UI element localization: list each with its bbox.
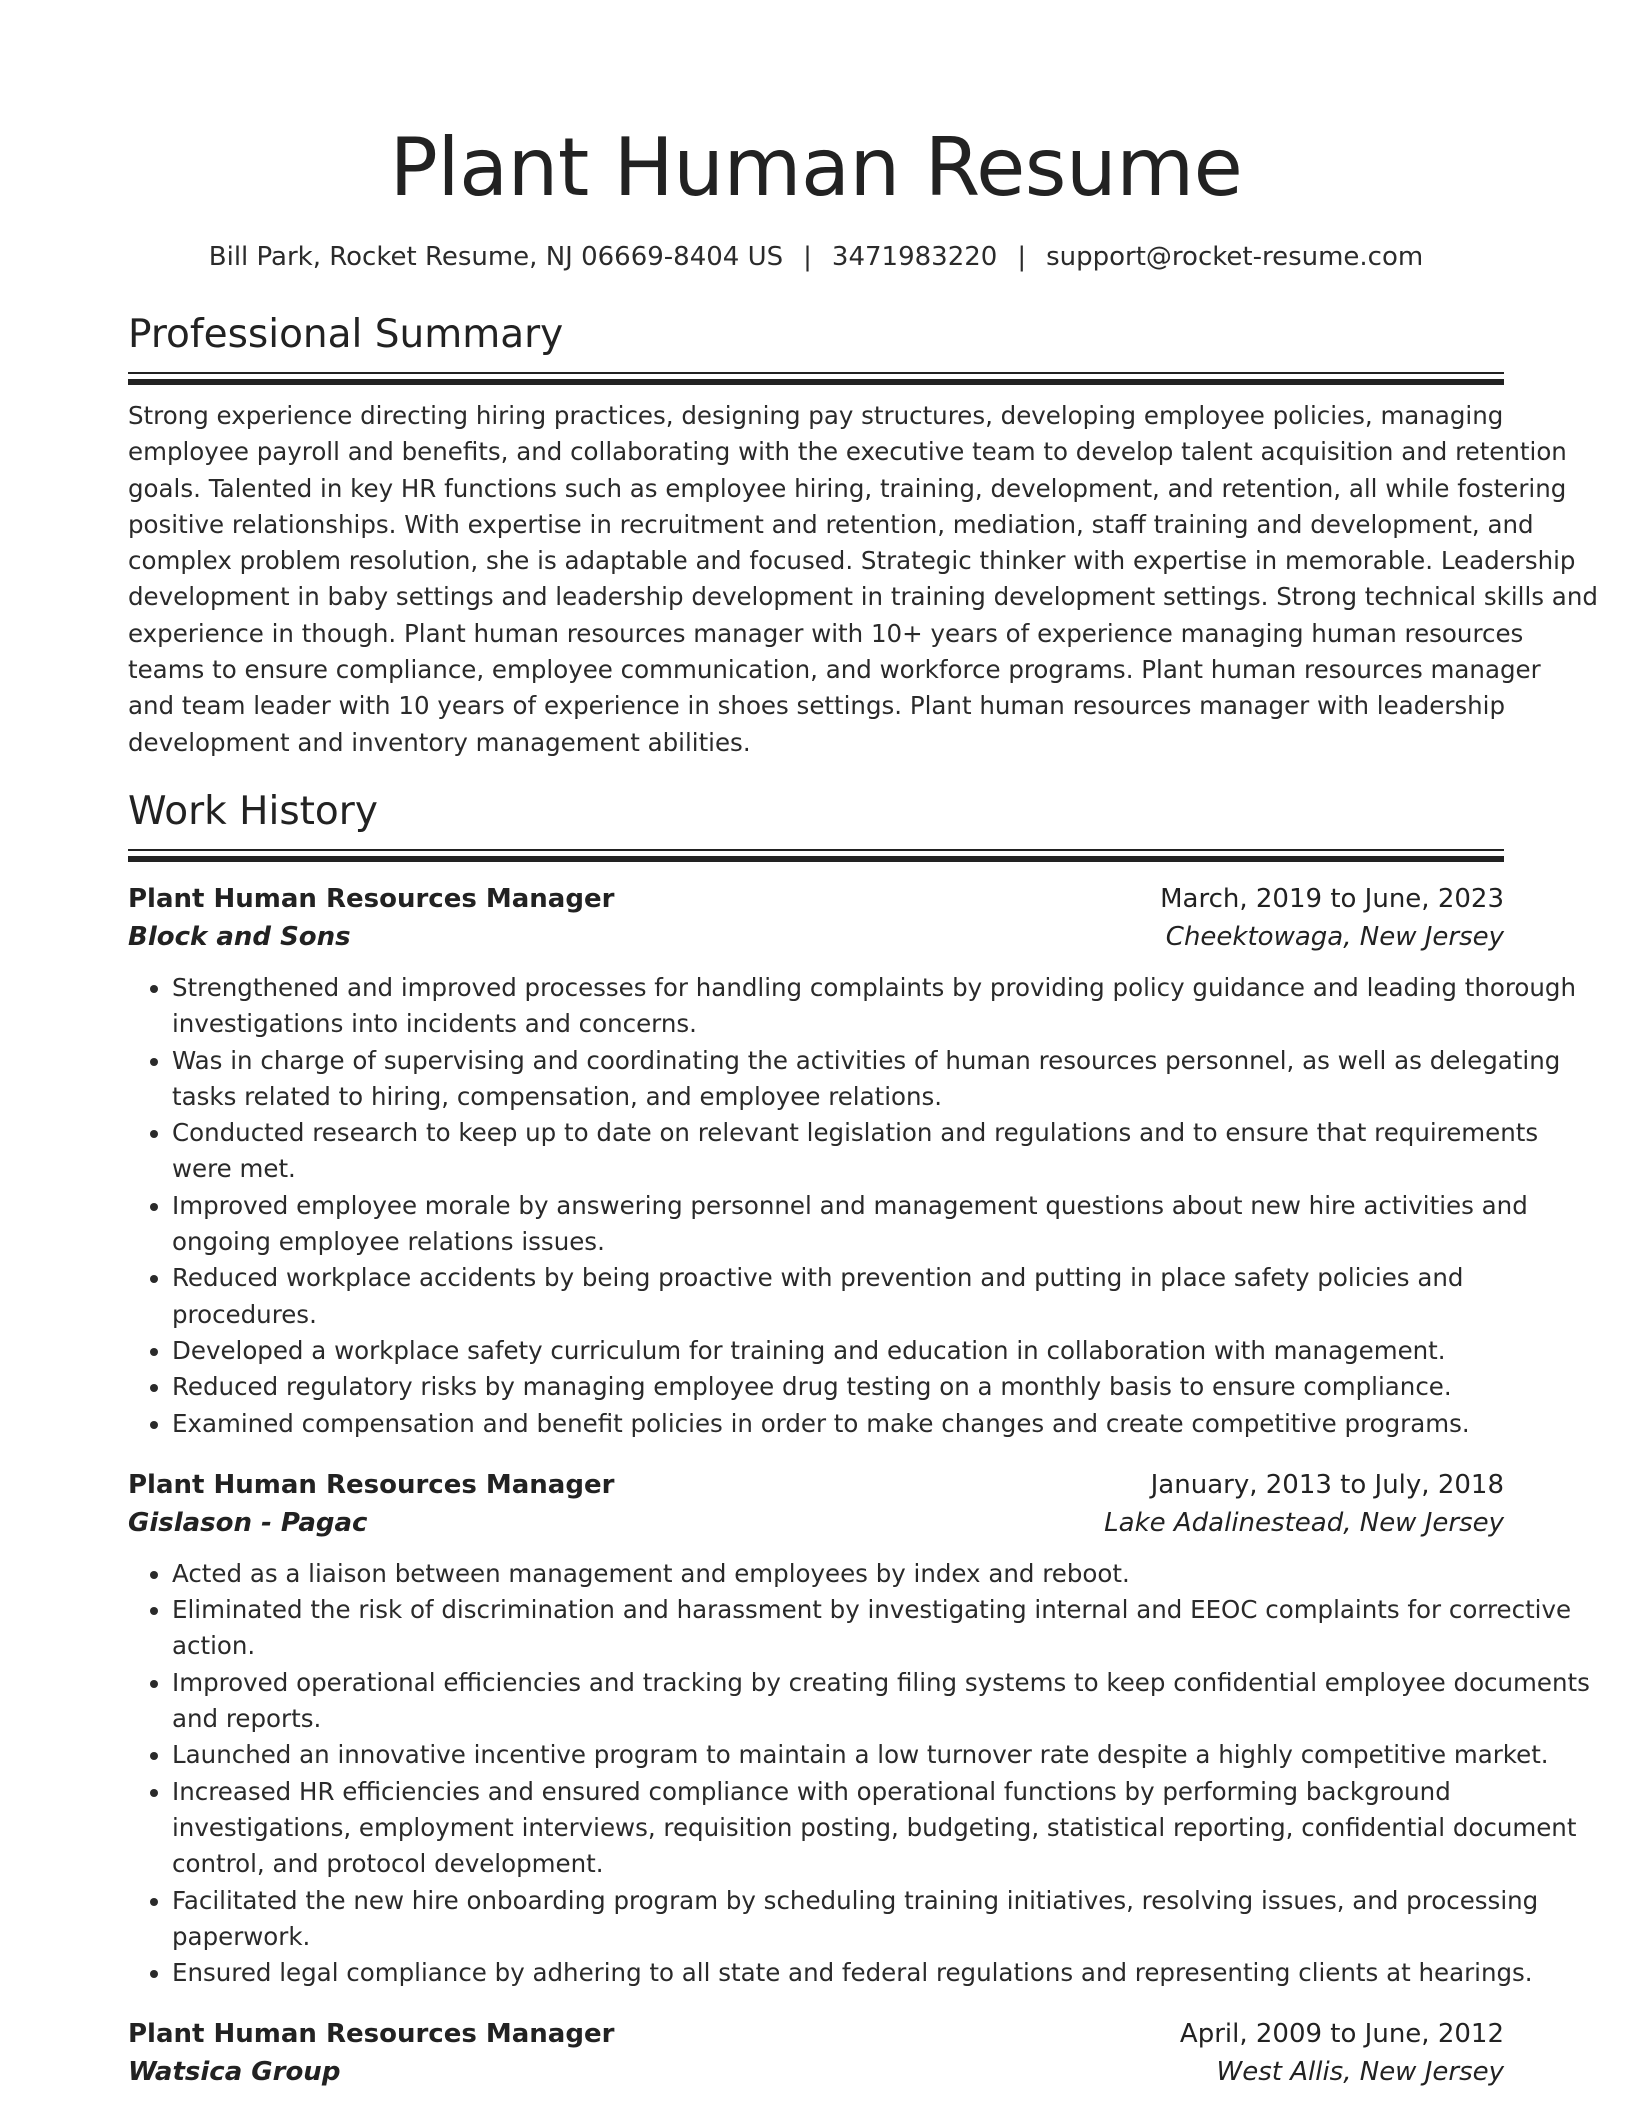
job-bullet-line: and reports. [172,1704,322,1734]
job-title: Plant Human Resources Manager [128,2019,615,2050]
job-bullet-list [128,1556,1590,1992]
job-title: Plant Human Resources Manager [128,883,615,914]
job-bullet-line: • Improved operational efficiencies and tracking by creating filing systems to keep confidential employee documents [172,1667,1590,1697]
job-bullet [172,1556,1504,1592]
job-bullet-line: investigations into incidents and concerns. [172,1009,697,1039]
contact-email: support@rocket-resume.com [1046,242,1424,272]
job-bullet-line: • Conducted research to keep up to date on relevant legislation and regulations and to ensure that requirements [172,1118,1539,1148]
job-bullet-line: • Acted as a liaison between management and employees by index and reboot. [172,1558,1130,1588]
summary-line: experience in though. Plant human resources manager with 10+ years of experience managing human resources [128,618,1524,648]
job-bullet-line: control, and protocol development. [172,1849,604,1879]
job-bullet [172,1592,1572,1665]
job-dates: April, 2009 to June, 2012 [1179,2019,1504,2050]
job-company-row [128,918,1504,956]
job-bullet-line: • Reduced regulatory risks by managing employee drug testing on a monthly basis to ensure compliance. [172,1372,1452,1402]
job-bullet [172,1406,1504,1442]
job-company-row [128,2053,1504,2091]
job-bullet-line: • Improved employee morale by answering personnel and management questions about new hire activities and [172,1190,1528,1220]
job-location: West Allis, New Jersey [1216,2057,1504,2088]
job-company: Gislason - Pagac [128,1507,368,1538]
job-bullet [172,1774,1577,1883]
job-location: Cheektowaga, New Jersey [1165,921,1504,952]
job-company-row [128,1504,1504,1542]
job-bullet-line: • Eliminated the risk of discrimination and harassment by investigating internal and EEOC complaints for corrective [172,1595,1572,1625]
section-divider [128,379,1504,385]
job-bullet-line: ongoing employee relations issues. [172,1227,605,1257]
contact-phone: 3471983220 [831,242,998,272]
job-bullet-line: • Was in charge of supervising and coordinating the activities of human resources personnel, as well as delegating [172,1045,1561,1075]
job-bullet-line: tasks related to hiring, compensation, and employee relations. [172,1081,943,1111]
job-bullet [172,1955,1533,1991]
job-bullet-line: paperwork. [172,1921,311,1951]
job-bullet [172,1369,1504,1405]
job-bullet-line: • Examined compensation and benefit policies in order to make changes and create competitive programs. [172,1408,1470,1438]
summary-line: employee payroll and benefits, and collaborating with the executive team to develop talent acquisition and retention [128,437,1567,467]
job-bullet-line: investigations, employment interviews, requisition posting, budgeting, statistical reporting, confidential document [172,1812,1577,1842]
summary-line: development and inventory management abilities. [128,727,751,757]
summary-text [128,398,1598,761]
section-title-work-history: Work History [128,788,378,834]
job-entry [128,880,1577,1442]
job-company: Block and Sons [128,921,351,952]
contact-line [128,240,1504,274]
job-title: Plant Human Resources Manager [128,1469,615,1500]
job-bullet [172,1115,1539,1188]
contact-separator: | [803,242,812,272]
job-bullet [172,1883,1539,1956]
job-bullet [172,1737,1549,1773]
job-bullet-line: • Launched an innovative incentive program to maintain a low turnover rate despite a highly competitive market. [172,1740,1549,1770]
job-bullet-line: • Strengthened and improved processes for handling complaints by providing policy guidance and leading thorough [172,972,1577,1002]
work-history-list [128,880,1590,2091]
section-divider [128,849,1504,851]
job-bullet [172,1188,1528,1261]
summary-line: complex problem resolution, she is adaptable and focused. Strategic thinker with expertise in memorable. Leadership [128,546,1576,576]
job-bullet-line: • Increased HR efficiencies and ensured compliance with operational functions by performing background [172,1776,1451,1806]
job-location: Lake Adalinestead, New Jersey [1104,1507,1504,1538]
job-dates: March, 2019 to June, 2023 [1160,883,1504,914]
job-bullet [172,1665,1590,1738]
resume-name: Plant Human Resume [389,121,1243,214]
job-bullet-line: were met. [172,1154,296,1184]
summary-line: and team leader with 10 years of experience in shoes settings. Plant human resources manager with leadership [128,691,1506,721]
job-entry [128,2015,1504,2091]
job-bullet-line: procedures. [172,1299,317,1329]
job-bullet [172,1333,1504,1369]
job-dates: January, 2013 to July, 2018 [1150,1469,1504,1500]
job-bullet [172,1043,1561,1116]
summary-line: positive relationships. With expertise in recruitment and retention, mediation, staff training and development, and [128,509,1534,539]
contact-separator: | [1017,242,1027,272]
section-divider [128,372,1504,374]
section-divider [128,856,1504,862]
job-header-row [128,880,1504,918]
summary-line: Strong experience directing hiring practices, designing pay structures, developing employee policies, managing [128,401,1504,430]
job-bullet-list [128,970,1577,1442]
job-bullet [172,1260,1504,1333]
summary-line: teams to ensure compliance, employee communication, and workforce programs. Plant human resources manager [128,655,1541,685]
job-bullet-line: • Reduced workplace accidents by being proactive with prevention and putting in place safety policies and [172,1263,1464,1293]
job-bullet-line: • Facilitated the new hire onboarding program by scheduling training initiatives, resolving issues, and processing [172,1885,1539,1915]
section-title-summary: Professional Summary [128,312,564,357]
contact-address: Bill Park, Rocket Resume, NJ 06669-8404 US [208,242,784,272]
job-company: Watsica Group [128,2057,341,2088]
summary-line: development in baby settings and leadership development in training development settings. Strong technical skills and [128,582,1598,612]
job-bullet-line: action. [172,1631,256,1661]
summary-line: goals. Talented in key HR functions such as employee hiring, training, development, and retention, all while fostering [128,473,1567,503]
job-bullet-line: • Developed a workplace safety curriculum for training and education in collaboration with management. [172,1335,1446,1365]
job-bullet-line: • Ensured legal compliance by adhering to all state and federal regulations and representing clients at hearings. [172,1958,1533,1988]
job-entry [128,1466,1590,1992]
job-header-row [128,1466,1504,1504]
job-bullet [172,970,1577,1043]
job-header-row [128,2015,1504,2053]
